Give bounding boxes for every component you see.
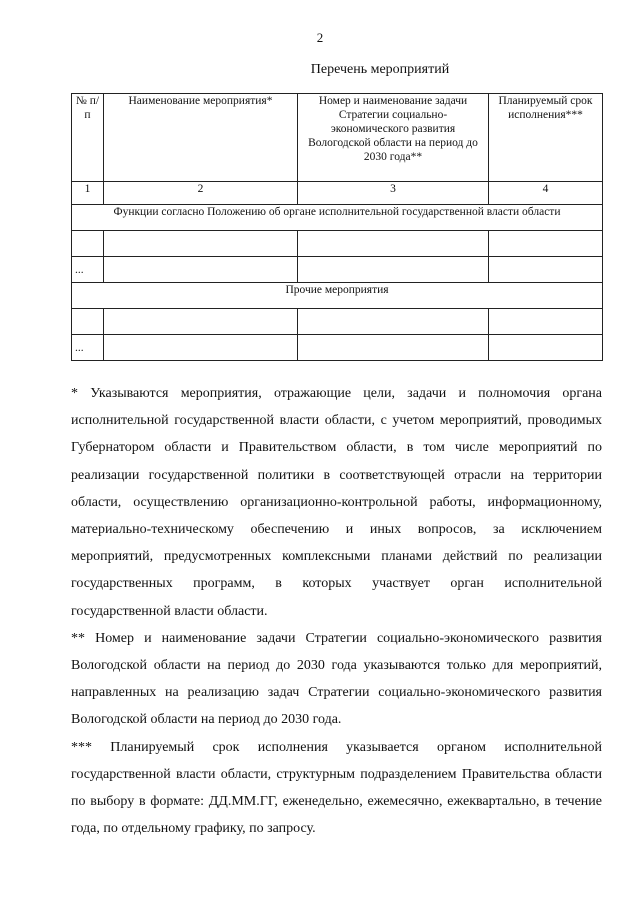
section-row	[72, 283, 603, 309]
column-number-row	[72, 182, 603, 205]
table-cell	[72, 231, 104, 257]
header-deadline: Планируемый срок исполнения***	[489, 94, 603, 182]
table-header-row	[72, 94, 603, 182]
section-other: Прочие мероприятия	[72, 283, 603, 309]
section-row	[72, 205, 603, 231]
table-cell	[489, 335, 603, 361]
footnote-2: ** Номер и наименование задачи Стратегии социально-экономического развития Вологодской области на период до 2030 года указываются только для мероприятий, направленных на реализацию задач Стратегии социально-экономического развития Вологодской области на период до 2030 года.	[71, 630, 602, 728]
column-number: 1	[72, 182, 104, 205]
table-row	[72, 309, 603, 335]
table-cell	[72, 309, 104, 335]
table-cell	[104, 309, 298, 335]
table-cell	[298, 257, 489, 283]
page-number: 2	[316, 30, 324, 45]
table-row	[72, 257, 603, 283]
column-number: 4	[489, 182, 603, 205]
page-title: Перечень мероприятий	[310, 62, 450, 77]
table-cell	[298, 231, 489, 257]
events-table	[71, 93, 603, 361]
column-number: 2	[104, 182, 298, 205]
table-cell	[489, 257, 603, 283]
ellipsis-cell: ...	[72, 335, 104, 361]
table-cell	[489, 231, 603, 257]
table-cell	[104, 257, 298, 283]
footnote-3: *** Планируемый срок исполнения указывается органом исполнительной государственной власти области, структурным подразделением Правительства области по выбору в формате: ДД.ММ.ГГ, еженедельно, ежемесячно, ежеквартально, в течение года, по отдельному графику, по запросу.	[71, 739, 602, 837]
table-cell	[489, 309, 603, 335]
header-number: № п/п	[72, 94, 104, 182]
ellipsis-cell: ...	[72, 257, 104, 283]
footnotes	[71, 380, 602, 842]
header-strategy-task: Номер и наименование задачи Стратегии социально-экономического развития Вологодской области на период до 2030 года**	[298, 94, 489, 182]
table-cell	[298, 309, 489, 335]
footnote-1: * Указываются мероприятия, отражающие цели, задачи и полномочия органа исполнительной государственной власти области, с учетом мероприятий, проводимых Губернатором области и Правительством области, в том числе мероприятий по реализации государственной политики в соответствующей отрасли на территории области, осуществлению организационно-контрольной работы, информационному, материально-техническому обеспечению и иных вопросов, за исключением мероприятий, предусмотренных комплексными планами действий по реализации государственных программ, в которых участвует орган исполнительной государственной власти области.	[71, 386, 602, 619]
column-number: 3	[298, 182, 489, 205]
table-cell	[104, 335, 298, 361]
section-functions: Функции согласно Положению об органе исполнительной государственной власти области	[72, 205, 603, 231]
table-cell	[104, 231, 298, 257]
table-row	[72, 335, 603, 361]
table-row	[72, 231, 603, 257]
header-event-name: Наименование мероприятия*	[104, 94, 298, 182]
table-cell	[298, 335, 489, 361]
